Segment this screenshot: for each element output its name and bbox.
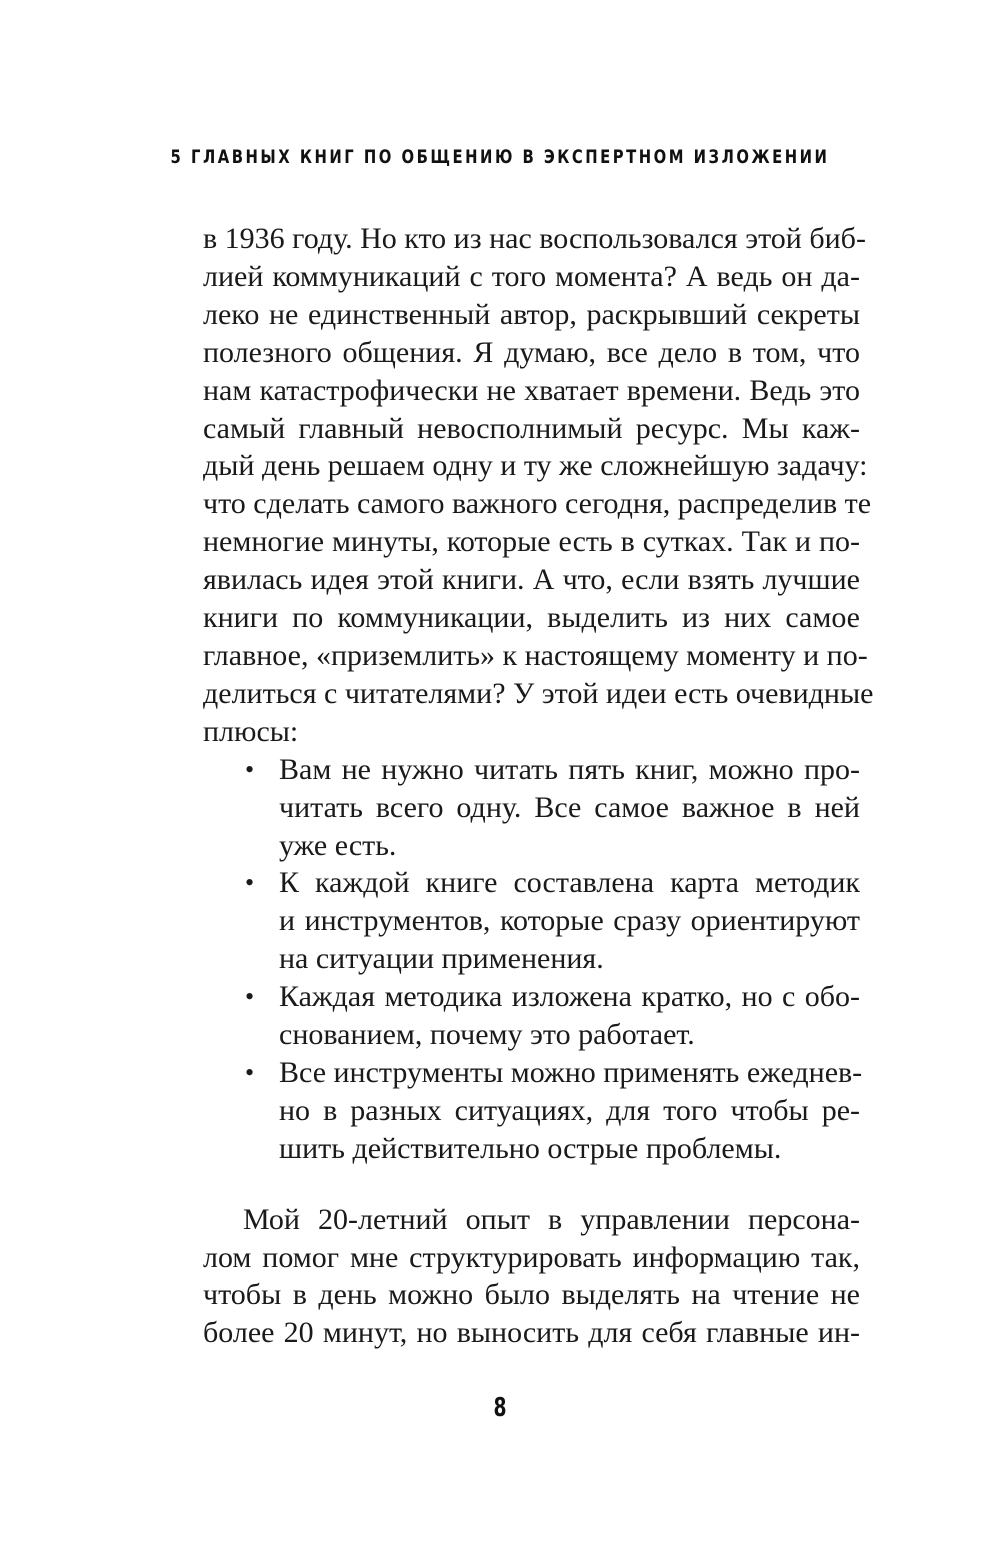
text-line: самый главный невосполнимый ресурс. Мы каж- [203, 411, 860, 445]
bullet-icon: • [245, 1057, 255, 1087]
text-line: лом помог мне структурировать информацию так, [203, 1240, 860, 1274]
text-line: лией коммуникаций с того момента? А ведь он да- [203, 259, 860, 293]
text-line: делиться с читателями? У этой идеи есть очевидные [203, 676, 874, 710]
list-item [203, 978, 860, 1054]
text-line: шить действительно острые проблемы. [279, 1131, 782, 1165]
text-line: читать всего одну. Все самое важное в ней [279, 790, 860, 824]
text-line: в 1936 году. Но кто из нас воспользовался этой биб- [203, 222, 866, 255]
text-line: явилась идея этой книги. А что, если взять лучшие [203, 563, 860, 597]
text-line: леко не единственный автор, раскрывший секреты [203, 297, 860, 331]
text-line: полезного общения. Я думаю, все дело в том, что [203, 335, 860, 369]
text-line: дый день решаем одну и ту же сложнейшую задачу: [203, 449, 868, 483]
text-line: К каждой книге составлена карта методик [279, 866, 860, 900]
text-line: Мой 20-летний опыт в управлении персона- [243, 1202, 860, 1236]
list-item [203, 751, 860, 865]
list-item [203, 864, 860, 978]
running-header: 5 ГЛАВНЫХ КНИГ ПО ОБЩЕНИЮ В ЭКСПЕРТНОМ ИЗЛОЖЕНИИ [170, 146, 830, 168]
text-line: нам катастрофически не хватает времени. Ведь это [203, 373, 860, 407]
text-line: Вам не нужно читать пять книг, можно про- [279, 752, 860, 786]
text-line: Все инструменты можно применять ежеднев- [279, 1055, 863, 1089]
text-line: на ситуации применения. [279, 942, 604, 976]
bullet-icon: • [245, 754, 255, 784]
text-line: немногие минуты, которые есть в сутках. Так и по- [203, 525, 860, 559]
bullet-icon: • [245, 868, 255, 898]
text-line: Каждая методика изложена кратко, но с обо- [279, 980, 860, 1014]
text-line: главное, «приземлить» к настоящему моменту и по- [203, 638, 868, 672]
page-number: 8 [493, 1393, 507, 1423]
paragraph-spacer [203, 1168, 860, 1201]
paragraph-experience [203, 1201, 860, 1353]
text-line: что сделать самого важного сегодня, распределив те [203, 487, 872, 521]
paragraph-intro [203, 220, 874, 751]
list-item [203, 1054, 863, 1168]
bullet-icon: • [245, 982, 255, 1012]
text-line: более 20 минут, но выносить для себя главные ин- [203, 1316, 860, 1350]
text-line: но в разных ситуациях, для того чтобы ре- [279, 1093, 860, 1127]
text-line: книги по коммуникации, выделить из них самое [203, 601, 860, 635]
text-line: чтобы в день можно было выделять на чтение не [203, 1278, 860, 1312]
text-line: и инструментов, которые сразу ориентируют [279, 904, 860, 938]
text-line: уже есть. [279, 828, 397, 862]
page-body [203, 220, 874, 1352]
text-line: плюсы: [203, 714, 299, 748]
text-line: снованием, почему это работает. [279, 1018, 695, 1052]
benefits-list [203, 751, 863, 1168]
